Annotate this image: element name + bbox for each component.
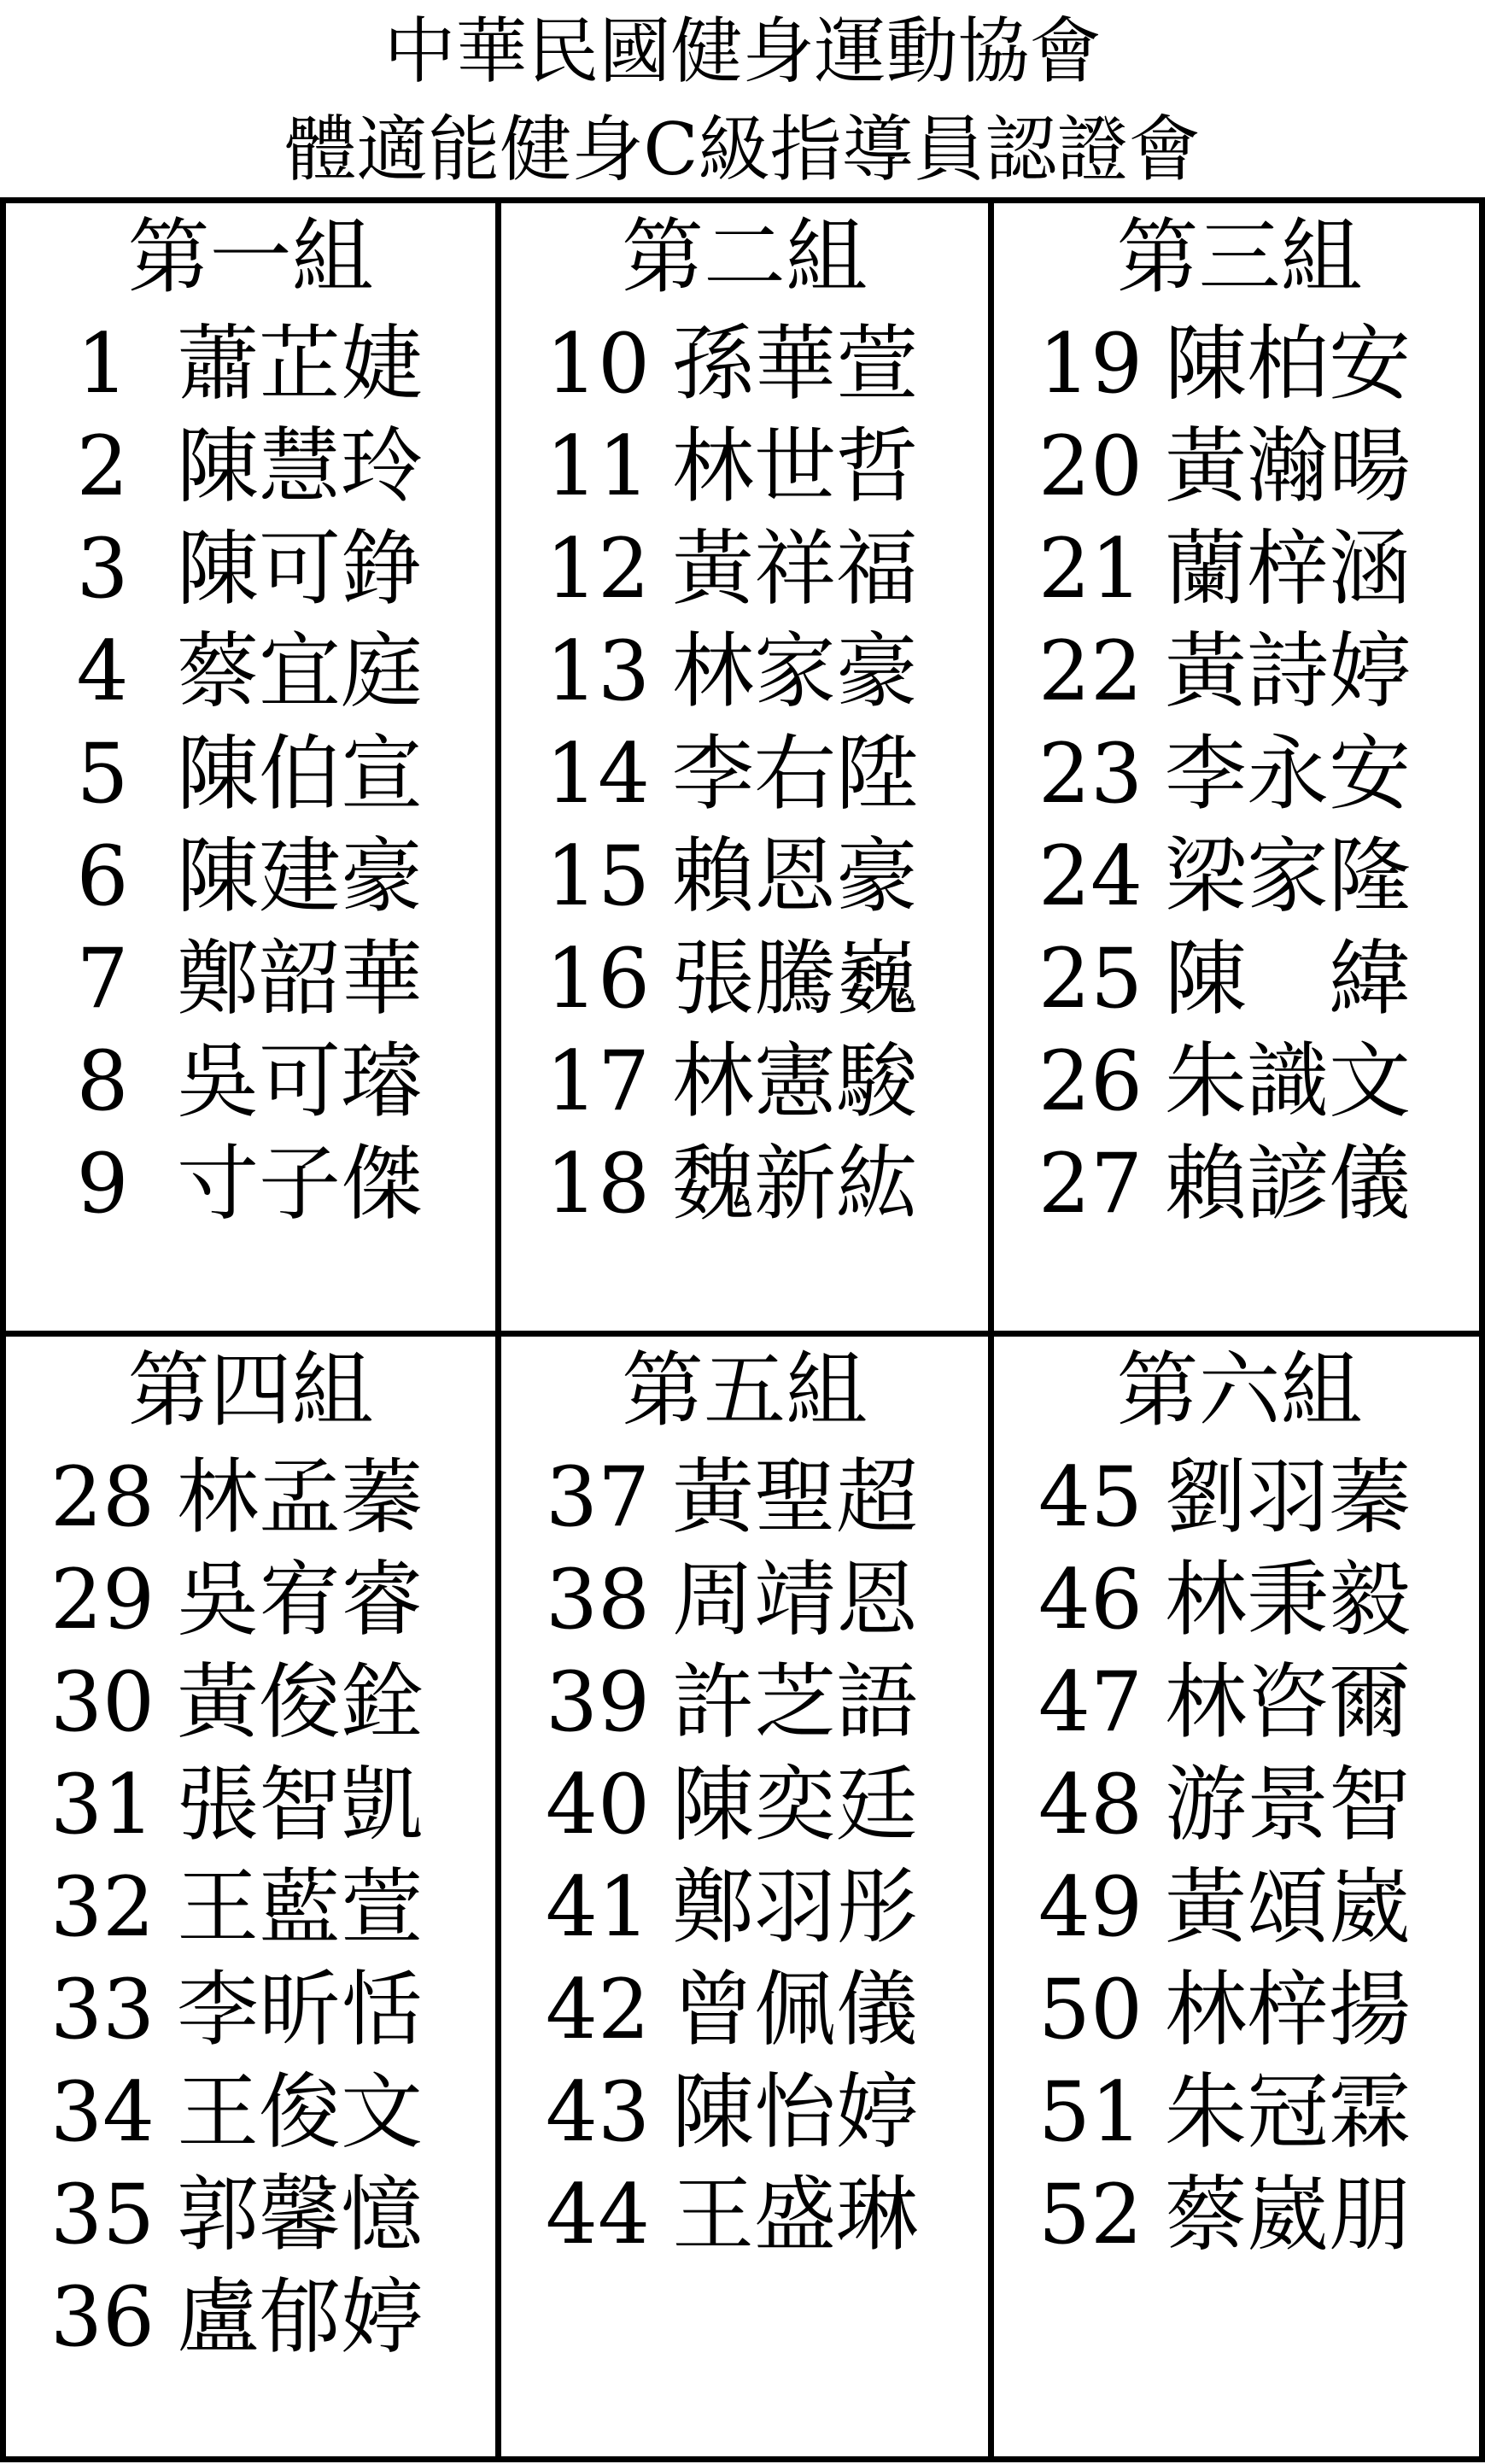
member-number: 18: [545, 1136, 651, 1232]
member-entry: [1026, 313, 1485, 415]
member-entry: [1026, 1651, 1485, 1753]
member-name: 鄭羽彤: [672, 1859, 918, 1955]
member-entry: [1026, 2163, 1485, 2266]
member-number: 44: [545, 2167, 651, 2262]
member-number: 37: [545, 1449, 651, 1545]
member-number: 4: [76, 623, 129, 719]
member-number: 29: [50, 1552, 155, 1648]
member-name: 王藍萱: [177, 1859, 423, 1955]
member-number: 8: [76, 1033, 129, 1129]
member-name: 賴諺儀: [1165, 1136, 1411, 1232]
document-subtitle: 體適能健身C級指導員認證會: [284, 108, 1201, 191]
member-number: 30: [50, 1654, 155, 1750]
member-number: 38: [545, 1552, 651, 1648]
member-name: 黃聖超: [672, 1449, 918, 1545]
group-title: 第六組: [1116, 1343, 1363, 1438]
member-number: 28: [50, 1449, 155, 1545]
group-cell: [6, 203, 495, 1331]
group-title: 第一組: [127, 209, 374, 305]
member-name: 王俊文: [177, 2064, 423, 2160]
member-name: 張智凱: [177, 1757, 423, 1852]
member-number: 36: [50, 2269, 155, 2365]
member-name: 林梓揚: [1165, 1962, 1411, 2057]
member-number: 15: [545, 828, 651, 924]
member-entry: [534, 2061, 988, 2163]
member-entry: [38, 1651, 495, 1753]
member-number: 9: [76, 1136, 129, 1232]
member-entry: [38, 1856, 495, 1958]
member-name: 陳可錚: [177, 521, 423, 617]
member-number: 12: [545, 521, 651, 617]
member-entry: [38, 1446, 495, 1548]
member-name: 朱識文: [1165, 1033, 1411, 1129]
member-number: 46: [1038, 1552, 1143, 1648]
member-name: 林憲駿: [672, 1033, 918, 1129]
member-name: 陳怡婷: [672, 2064, 918, 2160]
member-entry: [1026, 723, 1485, 825]
member-name: 游景智: [1165, 1757, 1411, 1852]
member-entry: [534, 1958, 988, 2061]
member-number: 21: [1038, 521, 1143, 617]
member-name: 黃俊銓: [177, 1654, 423, 1750]
member-number: 52: [1038, 2167, 1143, 2262]
column-divider: [495, 203, 501, 2456]
member-name: 吳宥睿: [177, 1552, 423, 1648]
member-number: 13: [545, 623, 651, 719]
member-number: 45: [1038, 1449, 1143, 1545]
member-number: 24: [1038, 828, 1143, 924]
member-number: 20: [1038, 418, 1143, 514]
member-name: 黃瀚暘: [1165, 418, 1411, 514]
member-entry: [534, 1030, 988, 1133]
member-entry: [38, 620, 495, 723]
member-name: 林家豪: [672, 623, 918, 719]
member-entry: [1026, 1446, 1485, 1548]
member-entry: [1026, 825, 1485, 928]
member-number: 23: [1038, 726, 1143, 822]
member-entry: [1026, 928, 1485, 1030]
member-name: 陳 緯: [1165, 931, 1411, 1027]
member-number: 34: [50, 2064, 155, 2160]
member-name: 寸子傑: [177, 1136, 423, 1232]
member-name: 盧郁婷: [177, 2269, 423, 2365]
member-name: 梁家隆: [1165, 828, 1411, 924]
member-entry: [38, 313, 495, 415]
member-name: 李右陞: [672, 726, 918, 822]
member-entry: [1026, 620, 1485, 723]
member-number: 41: [545, 1859, 651, 1955]
member-entry: [534, 1446, 988, 1548]
member-number: 10: [545, 316, 651, 412]
group-table: [0, 197, 1485, 2462]
member-entry: [534, 825, 988, 928]
member-entry: [534, 928, 988, 1030]
member-entry: [1026, 1856, 1485, 1958]
member-name: 陳慧玲: [177, 418, 423, 514]
member-entry: [38, 1030, 495, 1133]
member-name: 陳奕廷: [672, 1757, 918, 1852]
member-entry: [534, 2163, 988, 2266]
member-entry: [38, 723, 495, 825]
group-cell: [501, 1337, 988, 2464]
member-name: 吳可璿: [177, 1033, 423, 1129]
member-entry: [38, 518, 495, 620]
member-name: 朱冠霖: [1165, 2064, 1411, 2160]
member-name: 魏新紘: [672, 1136, 918, 1232]
member-number: 32: [50, 1859, 155, 1955]
member-entry: [1026, 1133, 1485, 1235]
member-entry: [534, 1548, 988, 1651]
member-name: 蔡崴朋: [1165, 2167, 1411, 2262]
member-number: 43: [545, 2064, 651, 2160]
member-entry: [1026, 1030, 1485, 1133]
member-name: 黃頌崴: [1165, 1859, 1411, 1955]
member-entry: [38, 2163, 495, 2266]
group-cell: [6, 1337, 495, 2464]
group-title: 第五組: [622, 1343, 868, 1438]
member-entry: [534, 620, 988, 723]
member-number: 33: [50, 1962, 155, 2057]
member-entry: [534, 313, 988, 415]
group-cell: [994, 1337, 1485, 2464]
member-number: 35: [50, 2167, 155, 2262]
member-number: 11: [545, 418, 651, 514]
member-name: 郭馨憶: [177, 2167, 423, 2262]
member-name: 林世哲: [672, 418, 918, 514]
member-name: 黃祥福: [672, 521, 918, 617]
member-entry: [1026, 1548, 1485, 1651]
member-name: 李永安: [1165, 726, 1411, 822]
member-entry: [534, 415, 988, 518]
member-name: 黃詩婷: [1165, 623, 1411, 719]
member-name: 陳伯宣: [177, 726, 423, 822]
member-number: 17: [545, 1033, 651, 1129]
member-number: 5: [76, 726, 129, 822]
member-number: 49: [1038, 1859, 1143, 1955]
member-entry: [1026, 1753, 1485, 1856]
member-entry: [38, 825, 495, 928]
member-entry: [1026, 415, 1485, 518]
member-number: 2: [76, 418, 129, 514]
member-entry: [534, 1651, 988, 1753]
group-title: 第二組: [622, 209, 868, 305]
member-number: 27: [1038, 1136, 1143, 1232]
member-name: 蔡宜庭: [177, 623, 423, 719]
member-number: 6: [76, 828, 129, 924]
member-name: 賴恩豪: [672, 828, 918, 924]
group-cell: [501, 203, 988, 1331]
member-number: 14: [545, 726, 651, 822]
member-number: 39: [545, 1654, 651, 1750]
member-name: 張騰巍: [672, 931, 918, 1027]
member-number: 26: [1038, 1033, 1143, 1129]
member-number: 50: [1038, 1962, 1143, 2057]
member-number: 16: [545, 931, 651, 1027]
member-number: 48: [1038, 1757, 1143, 1852]
document-title: 中華民國健身運動協會: [383, 9, 1102, 93]
member-number: 51: [1038, 2064, 1143, 2160]
member-entry: [38, 415, 495, 518]
group-title: 第四組: [127, 1343, 374, 1438]
member-entry: [38, 1753, 495, 1856]
group-cell: [994, 203, 1485, 1331]
member-name: 王盛琳: [672, 2167, 918, 2262]
member-number: 1: [76, 316, 129, 412]
member-entry: [1026, 518, 1485, 620]
member-name: 劉羽蓁: [1165, 1449, 1411, 1545]
member-name: 林咨爾: [1165, 1654, 1411, 1750]
member-name: 孫華萱: [672, 316, 918, 412]
row-divider: [6, 1331, 1479, 1337]
member-number: 19: [1038, 316, 1143, 412]
member-name: 蕭芷婕: [177, 316, 423, 412]
member-name: 李昕恬: [177, 1962, 423, 2057]
member-entry: [38, 2266, 495, 2368]
member-number: 47: [1038, 1654, 1143, 1750]
member-number: 22: [1038, 623, 1143, 719]
member-name: 林秉毅: [1165, 1552, 1411, 1648]
member-name: 林孟蓁: [177, 1449, 423, 1545]
member-entry: [534, 1753, 988, 1856]
group-title: 第三組: [1116, 209, 1363, 305]
member-number: 31: [50, 1757, 155, 1852]
column-divider: [988, 203, 994, 2456]
member-entry: [1026, 2061, 1485, 2163]
member-number: 25: [1038, 931, 1143, 1027]
member-name: 鄭韶華: [177, 931, 423, 1027]
member-name: 陳建豪: [177, 828, 423, 924]
member-entry: [38, 1133, 495, 1235]
member-name: 曾佩儀: [672, 1962, 918, 2057]
member-number: 40: [545, 1757, 651, 1852]
member-number: 42: [545, 1962, 651, 2057]
member-entry: [38, 1548, 495, 1651]
member-entry: [38, 928, 495, 1030]
member-entry: [534, 1856, 988, 1958]
member-entry: [38, 2061, 495, 2163]
member-number: 7: [76, 931, 129, 1027]
member-entry: [38, 1958, 495, 2061]
member-entry: [534, 723, 988, 825]
member-number: 3: [76, 521, 129, 617]
member-entry: [534, 1133, 988, 1235]
member-name: 蘭梓涵: [1165, 521, 1411, 617]
member-name: 陳柏安: [1165, 316, 1411, 412]
member-entry: [534, 518, 988, 620]
member-name: 許芝語: [672, 1654, 918, 1750]
member-entry: [1026, 1958, 1485, 2061]
member-name: 周靖恩: [672, 1552, 918, 1648]
